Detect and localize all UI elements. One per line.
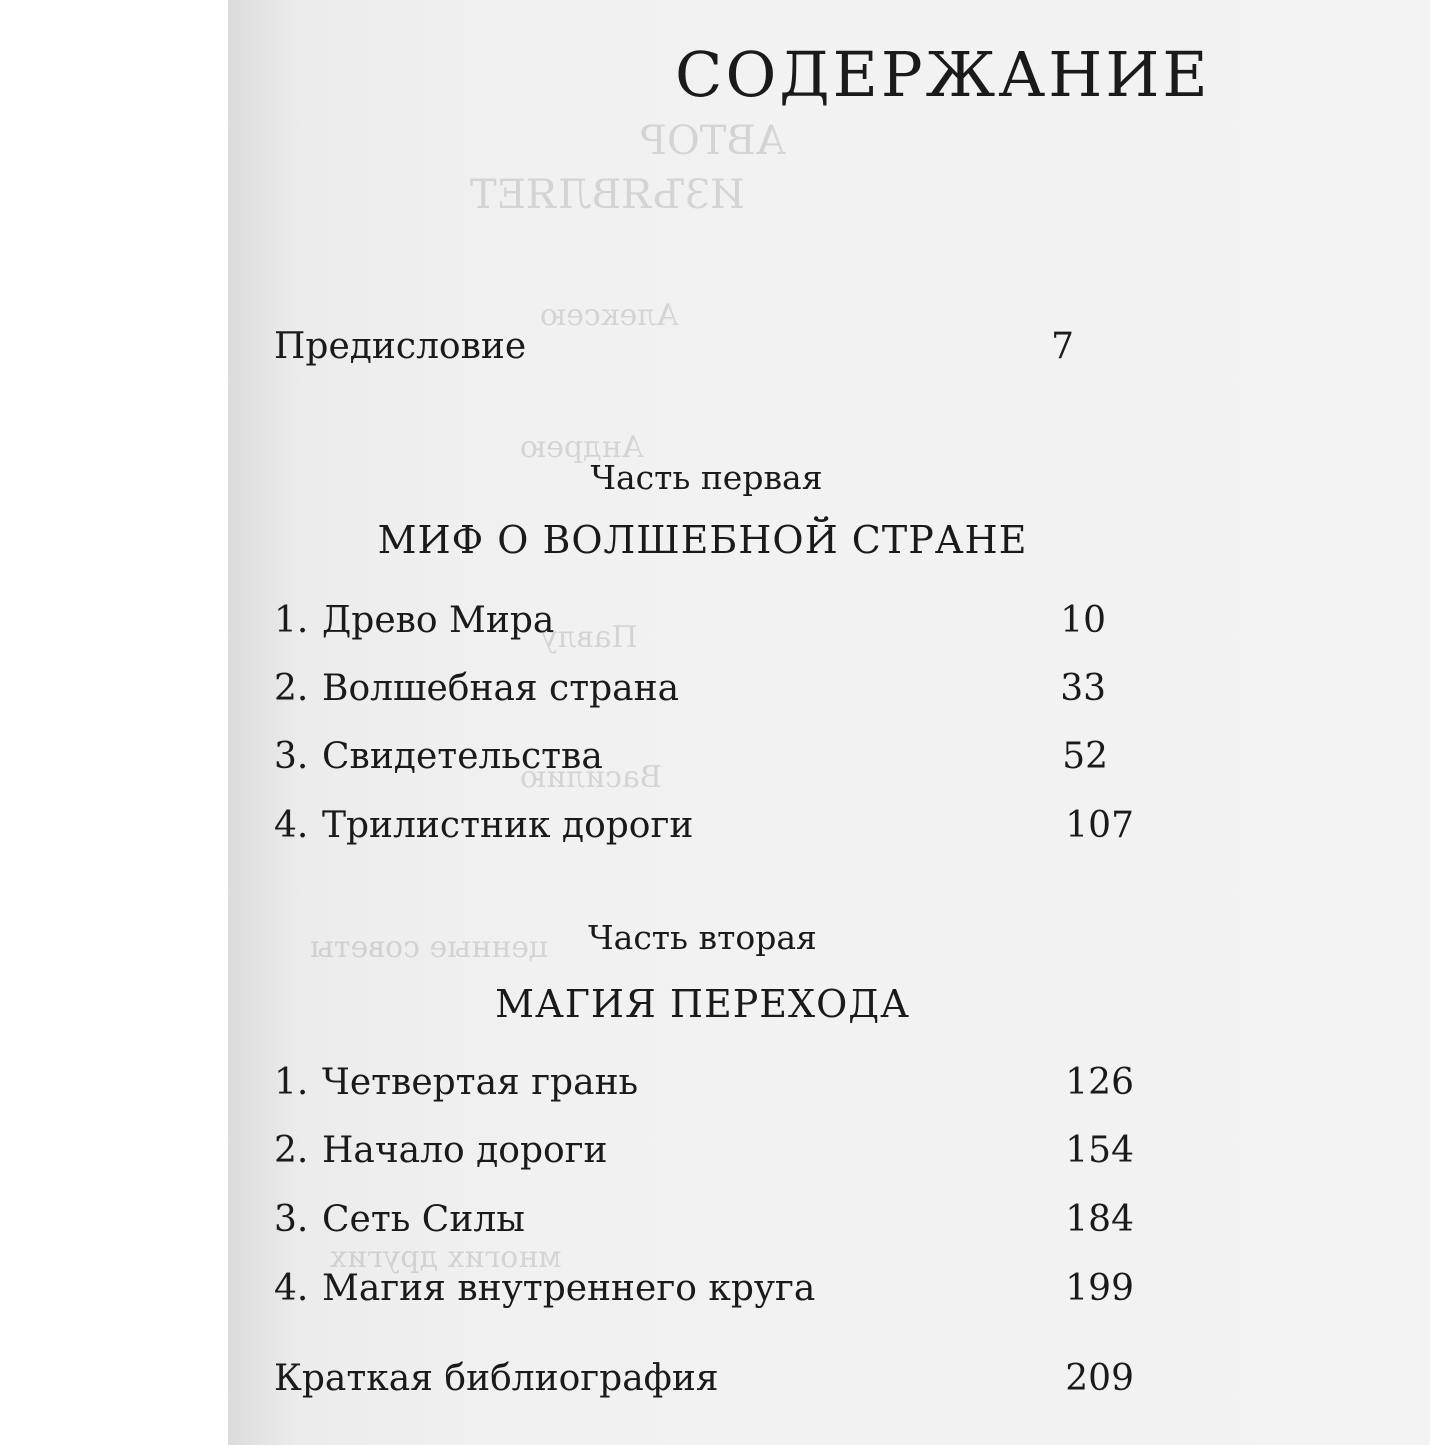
toc-entry-label: Волшебная страна: [322, 668, 680, 709]
part-label: Часть первая: [590, 458, 823, 497]
page-edge: [1430, 0, 1445, 1445]
toc-entry-number: 1.: [274, 1062, 309, 1103]
toc-entry-number: 2.: [274, 668, 309, 709]
toc-entry-number: 1.: [274, 600, 309, 641]
toc-entry: [274, 600, 1134, 646]
toc-entry: [274, 1268, 1134, 1314]
toc-entry-page: 154: [1065, 1130, 1134, 1171]
toc-entry-number: 4.: [274, 1268, 309, 1309]
toc-entry-label: Предисловие: [274, 326, 527, 367]
toc-entry-page: 199: [1065, 1268, 1134, 1309]
toc-entry-page: 10: [1060, 600, 1106, 641]
toc-entry-page: 33: [1060, 668, 1106, 709]
part-title: МИФ О ВОЛШЕБНОЙ СТРАНЕ: [377, 518, 1028, 562]
toc-entry-label: Четвертая грань: [322, 1062, 639, 1103]
toc-entry-bibliography: [274, 1358, 1134, 1404]
toc-entry-preface: [274, 326, 1134, 372]
toc-entry-label: Магия внутреннего круга: [322, 1268, 816, 1309]
toc-entry-page: 184: [1065, 1199, 1134, 1240]
part-label: Часть вторая: [588, 918, 817, 957]
toc-entry-number: 3.: [274, 736, 309, 777]
toc-entry-number: 2.: [274, 1130, 309, 1171]
toc-entry-label: Краткая библиография: [274, 1358, 719, 1399]
toc-entry-label: Сеть Силы: [322, 1199, 525, 1240]
toc-entry-label: Свидетельства: [322, 736, 603, 777]
toc-entry-label: Начало дороги: [322, 1130, 608, 1171]
toc-entry-page: 126: [1065, 1062, 1134, 1103]
toc-entry-label: Трилистник дороги: [322, 805, 694, 846]
toc-entry: [274, 805, 1134, 851]
toc-entry-page: 107: [1065, 805, 1134, 846]
toc-entry: [274, 668, 1134, 714]
toc-entry-page: 7: [1051, 326, 1074, 367]
toc-entry-number: 4.: [274, 805, 309, 846]
toc-entry-page: 52: [1062, 736, 1108, 777]
toc-entry: [274, 736, 1134, 782]
toc-entry: [274, 1199, 1134, 1245]
toc-entry-number: 3.: [274, 1199, 309, 1240]
toc-entry: [274, 1130, 1134, 1176]
toc-entry-page: 209: [1065, 1358, 1134, 1399]
toc-entry: [274, 1062, 1134, 1108]
part-title: МАГИЯ ПЕРЕХОДА: [495, 982, 910, 1026]
toc-entry-label: Древо Мира: [322, 600, 555, 641]
page-title: СОДЕРЖАНИЕ: [675, 38, 1211, 111]
